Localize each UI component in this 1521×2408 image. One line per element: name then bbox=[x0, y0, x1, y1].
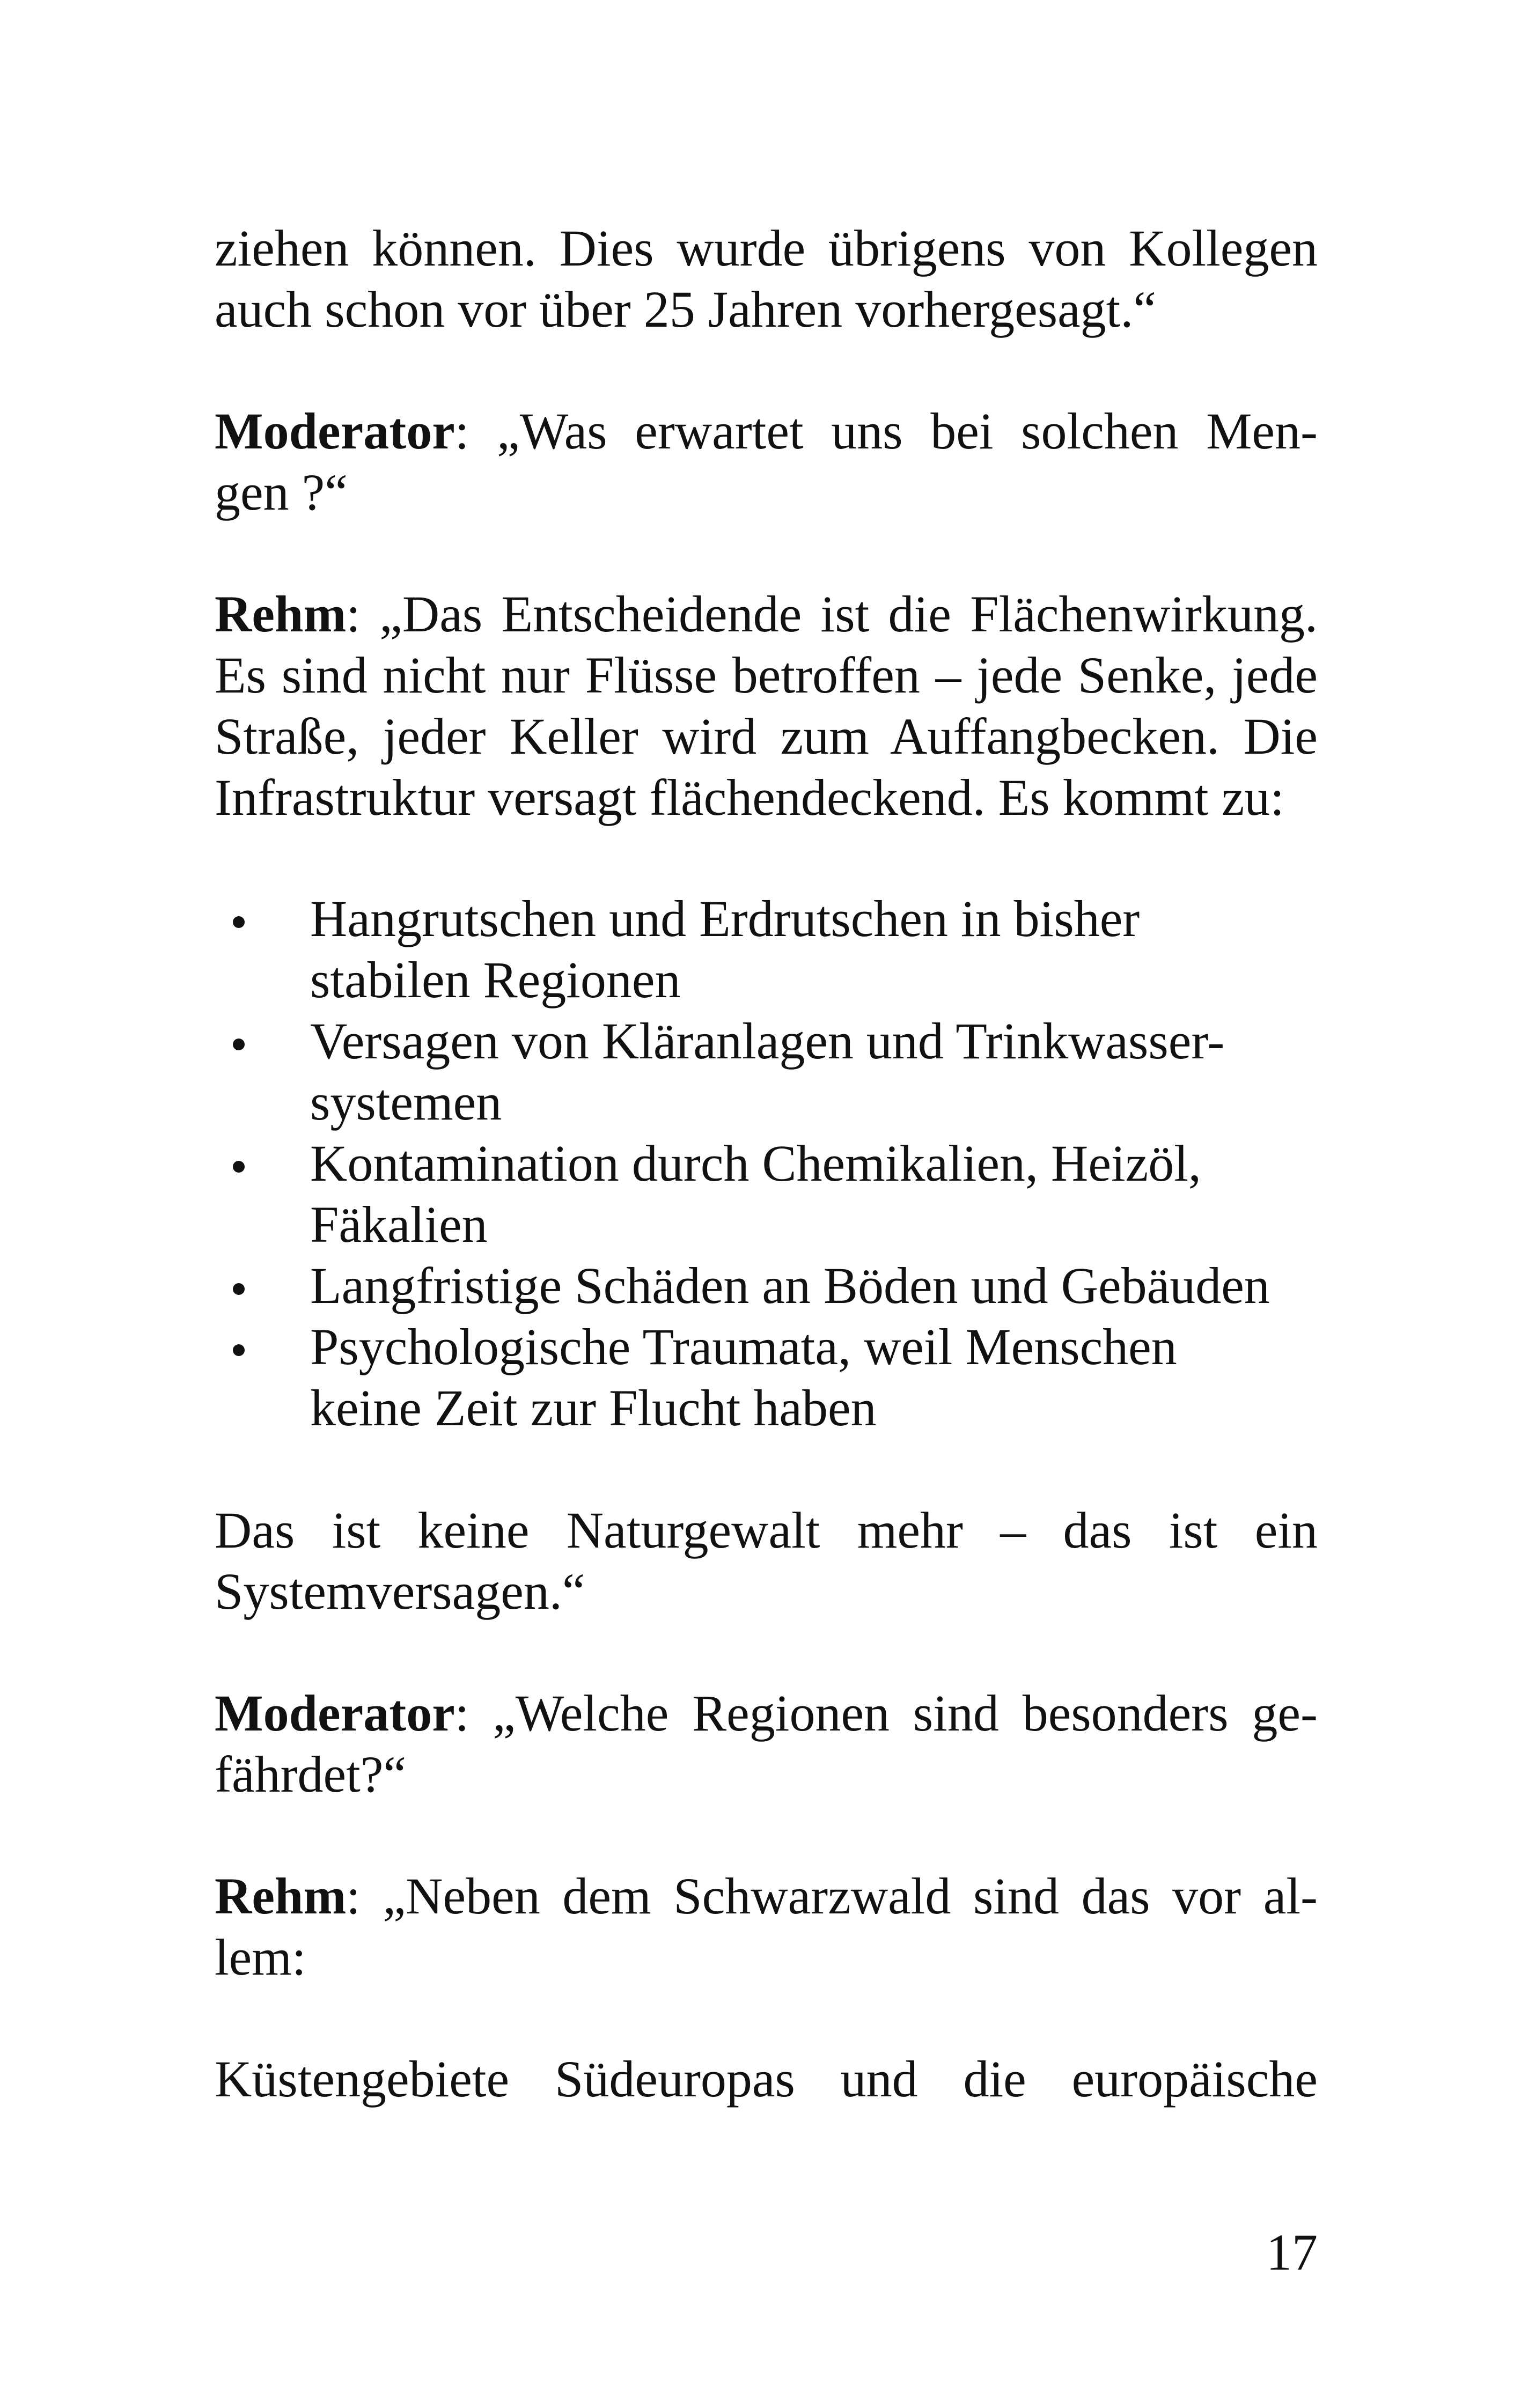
text-line: Kontamination durch Chemikalien, Heizöl, bbox=[310, 1135, 1201, 1192]
text-line: fährdet?“ bbox=[215, 1746, 407, 1803]
bullet-icon bbox=[233, 1039, 245, 1050]
page-number: 17 bbox=[1266, 2223, 1318, 2281]
text-line bbox=[215, 584, 1318, 645]
list-item bbox=[215, 1133, 1318, 1255]
moderator-question-1 bbox=[215, 401, 1318, 523]
text-line: gen ?“ bbox=[215, 463, 348, 521]
speaker-name: Rehm bbox=[215, 1867, 347, 1925]
text-line: Es sind nicht nur Flüsse betroffen – jede Senke, jede bbox=[215, 646, 1318, 704]
text-fragment: : „Was erwartet uns bei solchen Men- bbox=[454, 402, 1318, 460]
text-line: ziehen können. Dies wurde übrigens von Kollegen bbox=[215, 219, 1318, 277]
text-line: Versagen von Kläranlagen und Trinkwasser- bbox=[310, 1012, 1225, 1070]
text-line: Hangrutschen und Erdrutschen in bisher bbox=[310, 890, 1140, 947]
list-item bbox=[215, 1011, 1318, 1133]
speaker-name: Moderator bbox=[215, 1684, 455, 1742]
text-fragment: : „Welche Regionen sind besonders ge- bbox=[454, 1684, 1318, 1742]
text-line: stabilen Regionen bbox=[310, 951, 681, 1008]
text-line: Langfristige Schäden an Böden und Gebäuden bbox=[310, 1257, 1270, 1314]
text-line: systemen bbox=[310, 1073, 502, 1131]
text-line: Psychologische Traumata, weil Menschen bbox=[310, 1318, 1177, 1375]
bullet-icon bbox=[233, 916, 245, 928]
text-line: keine Zeit zur Flucht haben bbox=[310, 1379, 877, 1437]
text-line: Küstengebiete Südeuropas und die europäische bbox=[215, 2050, 1318, 2108]
paragraph-conclusion bbox=[215, 1500, 1318, 1622]
list-item bbox=[215, 888, 1318, 1011]
speaker-name: Moderator bbox=[215, 402, 455, 460]
text-line: Infrastruktur versagt flächendeckend. Es kommt zu: bbox=[215, 769, 1284, 826]
list-item bbox=[215, 1255, 1318, 1316]
text-line: auch schon vor über 25 Jahren vorhergesagt.“ bbox=[215, 281, 1156, 338]
text-line: Straße, jeder Keller wird zum Auffangbecken. Die bbox=[215, 708, 1318, 765]
paragraph-regions bbox=[215, 2049, 1318, 2110]
rehm-answer-1 bbox=[215, 584, 1318, 828]
paragraph-continuation bbox=[215, 218, 1318, 340]
moderator-question-2 bbox=[215, 1683, 1318, 1805]
text-fragment: : „Neben dem Schwarzwald sind das vor al- bbox=[346, 1867, 1318, 1925]
text-line bbox=[215, 401, 1318, 462]
text-line: Das ist keine Naturgewalt mehr – das ist ein bbox=[215, 1501, 1318, 1559]
text-fragment: : „Das Entscheidende ist die Flächenwirkung. bbox=[346, 585, 1318, 643]
bullet-icon bbox=[233, 1283, 245, 1295]
consequences-list bbox=[215, 888, 1318, 1439]
text-line: Systemversagen.“ bbox=[215, 1563, 585, 1620]
bullet-icon bbox=[233, 1344, 245, 1356]
text-line bbox=[215, 1683, 1318, 1744]
list-item bbox=[215, 1316, 1318, 1439]
text-line: Fäkalien bbox=[310, 1196, 488, 1253]
speaker-name: Rehm bbox=[215, 585, 347, 643]
text-line bbox=[215, 1866, 1318, 1927]
text-line: lem: bbox=[215, 1928, 306, 1986]
bullet-icon bbox=[233, 1161, 245, 1173]
rehm-answer-2 bbox=[215, 1866, 1318, 1988]
